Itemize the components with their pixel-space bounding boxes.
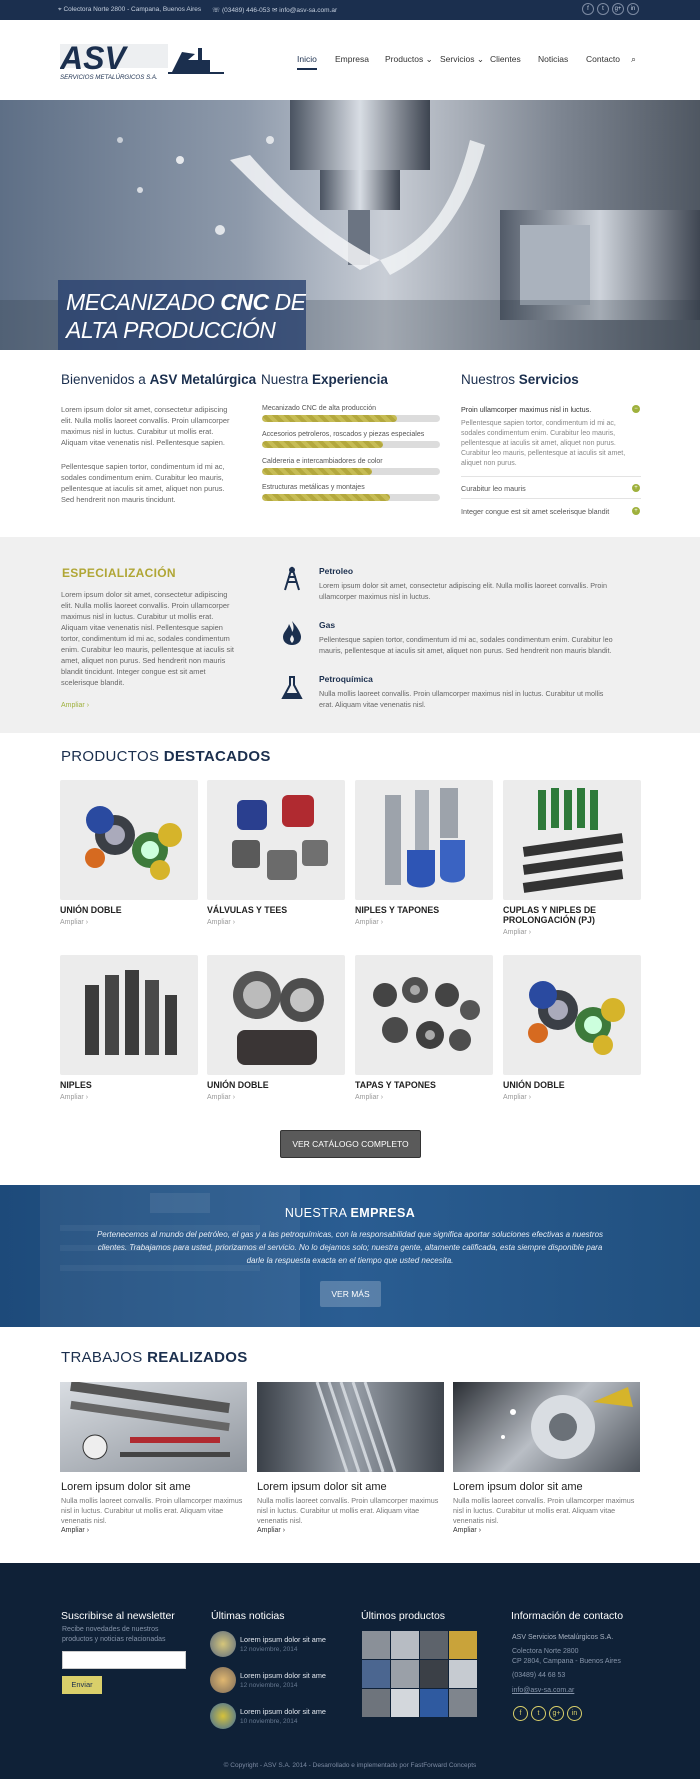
phone-icon: ☏ [212,7,221,14]
product-image[interactable] [355,780,493,900]
welcome-title: Bienvenidos a ASV Metalúrgica [61,372,257,387]
location-pin-icon: ⌖ [58,6,62,13]
chevron-right-icon: › [478,1527,482,1534]
email-info[interactable]: ✉ info@asv-sa.com.ar [272,7,338,14]
hero-caption-line-1: MECANIZADO CNC DE [66,289,306,315]
chevron-right-icon: › [85,919,89,926]
welcome-paragraph-1: Lorem ipsum dolor sit amet, consectetur adipiscing elit. Nulla mollis laoreet convallis. Proin ullamcorper maximus nisl in luctus. Curabitur ut mollis erat. Aliquam vitae venenatis nisl. Pellentesque sapien. [61,405,230,447]
chevron-right-icon: › [232,1094,236,1101]
work-text: Nulla mollis laoreet convallis. Proin ullamcorper maximus nisl in luctus. Curabitur ut mollis erat. Aliquam vitae venenatis nisl. [61,1496,243,1525]
twitter-icon[interactable]: t [597,3,609,15]
latest-product-thumbnail[interactable] [420,1660,448,1688]
newsletter-email-input[interactable] [62,1651,186,1669]
chevron-down-icon: ⌄ [425,54,433,64]
latest-product-thumbnail[interactable] [391,1689,419,1717]
envelope-icon: ✉ [272,7,278,14]
product-more-link[interactable]: Ampliar › [60,1094,89,1101]
services-accordion-content: Pellentesque sapien tortor, condimentum id mi ac, sodales condimentum enim. Curabitur leo mauris, pellentesque at iaculis sit amet, aliquet non purus. Curabitur leo mauris, pellentesque at iaculis sit amet, aliquet non purus. [461,420,626,467]
specialization-more-link[interactable]: Ampliar › [61,702,90,709]
chevron-right-icon: › [380,1094,384,1101]
product-name[interactable]: UNIÓN DOBLE [60,905,122,915]
work-more-link[interactable]: Ampliar › [257,1527,286,1534]
chevron-right-icon: › [86,702,90,709]
work-image[interactable] [257,1382,444,1472]
services-accordion-header[interactable]: Integer congue est sit amet scelerisque blandit [461,507,610,516]
address-info: ⌖ Colectora Norte 2800 - Campana, Buenos Aires [58,6,202,13]
nav-empresa[interactable]: Empresa [335,54,370,64]
google-plus-icon[interactable]: g+ [549,1706,564,1721]
nav-inicio[interactable]: Inicio [297,54,317,64]
product-more-link[interactable]: Ampliar › [60,919,89,926]
product-image[interactable] [503,780,641,900]
site-header [0,20,700,100]
facebook-icon[interactable]: f [582,3,594,15]
flask-icon [280,675,304,701]
work-image[interactable] [60,1382,247,1472]
latest-product-thumbnail[interactable] [391,1631,419,1659]
linkedin-icon[interactable]: in [567,1706,582,1721]
hero-caption [58,280,306,350]
chevron-right-icon: › [282,1527,286,1534]
company-text: Pertenecemos al mundo del petróleo, el gas y a las petroquímicas, con la responsabilidad que significa aportar soluciones efectivas a nuestros clientes. Trabajamos para usted, priorizamos el servicio. No lo dejamos solo; nuestra gente, altamente calificada, esta siempre disponible para darle la respuesta exacta en el tiempo que usted necesita. [96,1230,604,1265]
news-item-title[interactable]: Lorem ipsum dolor sit ame [240,1635,326,1644]
site-footer [0,1563,700,1779]
works-section-title: TRABAJOS REALIZADOS [61,1349,248,1366]
product-image[interactable] [60,780,198,900]
experience-progress-bar [262,494,440,501]
news-thumbnail[interactable] [210,1703,236,1729]
spec-item-text: Lorem ipsum dolor sit amet, consectetur adipiscing elit. Nulla mollis laoreet convallis. Proin ullamcorper maximus nisl in luctus. [319,581,608,601]
news-item-date: 10 noviembre, 2014 [240,1718,298,1725]
product-image[interactable] [503,955,641,1075]
company-title: NUESTRA EMPRESA [284,1206,416,1220]
search-icon[interactable]: ⌕ [631,54,637,64]
nav-productos[interactable]: Productos ⌄ [385,54,433,64]
copyright: © Copyright - ASV S.A. 2014 - Desarrollado e implementado por FastForward Concepts [223,1762,477,1769]
experience-label: Estructuras metálicas y montajes [262,484,365,491]
news-item-date: 12 noviembre, 2014 [240,1682,298,1689]
newsletter-text: Recibe novedades de nuestros productos y noticias relacionadas [62,1626,166,1643]
product-name[interactable]: NIPLES [60,1080,92,1090]
see-more-button[interactable]: VER MÁS [320,1281,381,1307]
newsletter-submit-button[interactable]: Enviar [62,1676,102,1694]
product-more-link[interactable]: Ampliar › [503,929,532,936]
latest-product-thumbnail[interactable] [449,1631,477,1659]
contact-company: ASV Servicios Metalúrgicos S.A. [512,1634,614,1641]
product-more-link[interactable]: Ampliar › [355,1094,384,1101]
product-more-link[interactable]: Ampliar › [207,919,236,926]
work-text: Nulla mollis laoreet convallis. Proin ullamcorper maximus nisl in luctus. Curabitur ut mollis erat. Aliquam vitae venenatis nisl. [453,1496,635,1525]
nav-clientes[interactable]: Clientes [490,54,521,64]
contact-title: Información de contacto [511,1610,624,1622]
latest-product-thumbnail[interactable] [391,1660,419,1688]
chevron-down-icon: ⌄ [476,54,484,64]
chevron-right-icon: › [528,929,532,936]
product-more-link[interactable]: Ampliar › [207,1094,236,1101]
newsletter-title: Suscribirse al newsletter [61,1610,175,1622]
contact-address-1: Colectora Norte 2800 [512,1648,579,1655]
divider [461,476,641,477]
latest-product-thumbnail[interactable] [420,1631,448,1659]
twitter-icon[interactable]: t [531,1706,546,1721]
latest-product-thumbnail[interactable] [362,1660,390,1688]
experience-label: Mecanizado CNC de alta producción [262,405,377,412]
work-title[interactable]: Lorem ipsum dolor sit ame [453,1481,583,1493]
experience-label: Caldereria e intercambiadores de color [262,458,383,465]
work-more-link[interactable]: Ampliar › [61,1527,90,1534]
catalog-button[interactable]: VER CATÁLOGO COMPLETO [280,1130,421,1158]
chevron-right-icon: › [85,1094,89,1101]
work-title[interactable]: Lorem ipsum dolor sit ame [61,1481,191,1493]
flame-icon [280,620,304,646]
experience-progress-bar [262,468,440,475]
nav-servicios[interactable]: Servicios ⌄ [440,54,484,64]
product-more-link[interactable]: Ampliar › [503,1094,532,1101]
work-title[interactable]: Lorem ipsum dolor sit ame [257,1481,387,1493]
facebook-icon[interactable]: f [513,1706,528,1721]
contact-phone: (03489) 44 68 53 [512,1672,566,1679]
chevron-right-icon: › [232,919,236,926]
latest-product-thumbnail[interactable] [362,1689,390,1717]
oil-rig-icon [280,565,304,591]
contact-email[interactable]: info@asv-sa.com.ar [512,1687,575,1694]
product-image[interactable] [355,955,493,1075]
expand-icon[interactable]: + [632,484,640,492]
chevron-right-icon: › [528,1094,532,1101]
services-accordion-header-open[interactable]: Proin ullamcorper maximus nisl in luctus. [461,405,592,414]
product-more-link[interactable]: Ampliar › [355,919,384,926]
nav-contacto[interactable]: Contacto [586,54,621,64]
nav-noticias[interactable]: Noticias [538,54,569,64]
welcome-paragraph-2: Pellentesque sapien tortor, condimentum id mi ac, sodales condimentum enim. Curabitur leo mauris, pellentesque at iaculis sit amet, aliquet non purus. Sed hendrerit non mauris tincidunt. [61,462,225,504]
news-title: Últimas noticias [211,1610,285,1622]
product-name[interactable]: TAPAS Y TAPONES [355,1080,436,1090]
products-section-title: PRODUCTOS DESTACADOS [61,748,271,765]
latest-products-title: Últimos productos [361,1610,446,1622]
asv-logo[interactable] [60,42,228,82]
hero-caption-line-2: ALTA PRODUCCIÓN [66,317,276,343]
spec-item-text: Nulla mollis laoreet convallis. Proin ullamcorper maximus nisl in luctus. Curabitur ut mollis erat. Aliquam vitae venenatis nisl. [319,689,604,709]
logo-text: ASV [60,42,126,76]
chevron-right-icon: › [380,919,384,926]
news-item-date: 12 noviembre, 2014 [240,1646,298,1653]
latest-product-thumbnail[interactable] [420,1689,448,1717]
experience-title: Nuestra Experiencia [261,372,388,387]
top-info-bar [0,0,700,20]
contact-address-2: CP 2804, Campana - Buenos Aires [512,1658,621,1665]
nav-active-indicator [297,68,317,70]
news-item-title[interactable]: Lorem ipsum dolor sit ame [240,1671,326,1680]
product-name[interactable]: VÁLVULAS Y TEES [207,905,288,915]
news-thumbnail[interactable] [210,1667,236,1693]
news-item-title[interactable]: Lorem ipsum dolor sit ame [240,1707,326,1716]
experience-progress-bar [262,441,440,448]
phone-info: ☏ (03489) 446-053 [212,7,271,14]
product-name[interactable]: CUPLAS Y NIPLES DE PROLONGACIÓN (PJ) [503,905,597,925]
latest-product-thumbnail[interactable] [449,1689,477,1717]
spec-item-name: Petroquímica [319,674,373,684]
product-image[interactable] [207,780,345,900]
logo-subtitle: SERVICIOS METALÚRGICOS S.A. [60,74,158,81]
hero-banner [0,100,700,350]
specialization-text: Lorem ipsum dolor sit amet, consectetur adipiscing elit. Nulla mollis laoreet convallis. Proin ullamcorper maximus nisl in luctus. Curabitur ut mollis erat. Aliquam vitae venenatis nisl. Pellentesque sapien tortor, condimentum id mi ac, sodales condimentum enim. Curabitur leo mauris, pellentesque at iaculis sit amet, aliquet non purus. Sed hendrerit non mauris blandit tincidunt. Integer congue est sit amet scelerisque blandit. [61,590,234,687]
news-thumbnail[interactable] [210,1631,236,1657]
product-image[interactable] [60,955,198,1075]
collapse-icon[interactable]: − [632,405,640,413]
work-text: Nulla mollis laoreet convallis. Proin ullamcorper maximus nisl in luctus. Curabitur ut mollis erat. Aliquam vitae venenatis nisl. [257,1496,439,1525]
product-name[interactable]: UNIÓN DOBLE [503,1080,565,1090]
experience-label: Accesorios petroleros, roscados y piezas especiales [262,431,425,438]
product-name[interactable]: UNIÓN DOBLE [207,1080,269,1090]
expand-icon[interactable]: + [632,507,640,515]
services-title: Nuestros Servicios [461,372,579,387]
work-more-link[interactable]: Ampliar › [453,1527,482,1534]
product-image[interactable] [207,955,345,1075]
experience-progress-bar [262,415,440,422]
specialization-title: ESPECIALIZACIÓN [62,566,176,580]
latest-product-thumbnail[interactable] [449,1660,477,1688]
spec-item-text: Pellentesque sapien tortor, condimentum id mi ac, sodales condimentum enim. Curabitur leo mauris, pellentesque at iaculis sit amet, aliquet non purus. Sed hendrerit non mauris blandit. [319,635,613,655]
chevron-right-icon: › [86,1527,90,1534]
linkedin-icon[interactable]: in [627,3,639,15]
spec-item-name: Petroleo [319,566,354,576]
google-plus-icon[interactable]: g+ [612,3,624,15]
services-accordion-header[interactable]: Curabitur leo mauris [461,484,526,493]
divider [461,498,641,499]
latest-product-thumbnail[interactable] [362,1631,390,1659]
product-name[interactable]: NIPLES Y TAPONES [355,905,440,915]
spec-item-name: Gas [319,620,336,630]
work-image[interactable] [453,1382,640,1472]
